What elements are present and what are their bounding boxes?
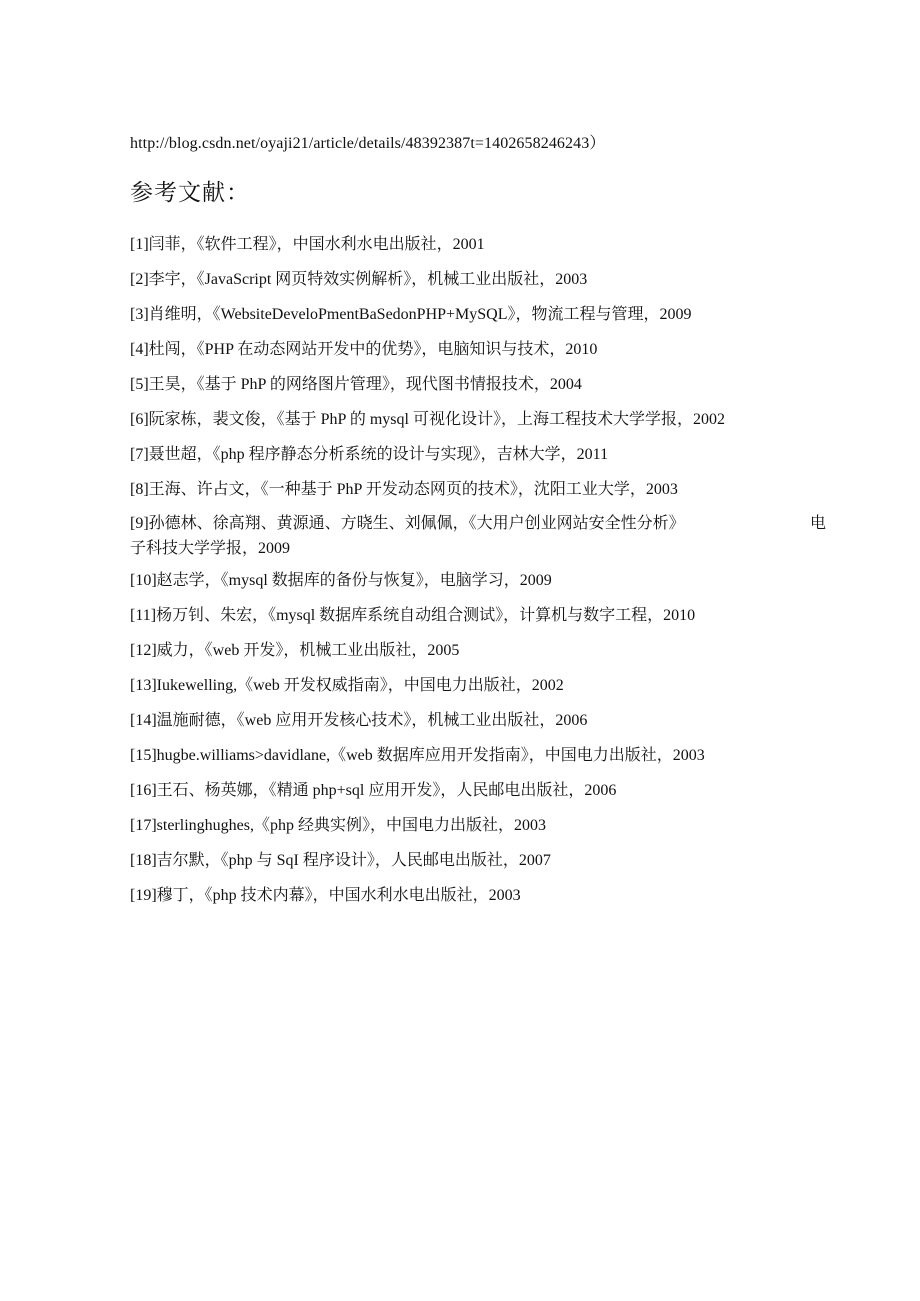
reference-item: [17]sterlinghughes,《php 经典实例》，中国电力出版社，2003: [130, 817, 546, 834]
reference-item: [16]王石、杨英娜，《精通 php+sql 应用开发》，人民邮电出版社，2006: [130, 782, 617, 799]
reference-right-fragment: 电: [809, 515, 826, 532]
reference-item: [1]闫菲，《软件工程》，中国水利水电出版社，2001: [130, 236, 485, 253]
reference-item: [2]李宇，《JavaScript 网页特效实例解析》，机械工业出版社，2003: [130, 271, 588, 288]
reference-first-line: [130, 511, 826, 536]
reference-item: [18]吉尔默，《php 与 SqI 程序设计》，人民邮电出版社，2007: [130, 852, 551, 869]
reference-item: [8]王海、许占文，《一种基于 PhP 开发动态网页的技术》，沈阳工业大学，2003: [130, 481, 678, 498]
reference-item: [13]Iukewelling,《web 开发权威指南》，中国电力出版社，2002: [130, 677, 564, 694]
reference-item: [15]hugbe.williams>davidlane,《web 数据库应用开发指南》，中国电力出版社，2003: [130, 747, 705, 764]
reference-item: [11]杨万钊、朱宏，《mysql 数据库系统自动组合测试》，计算机与数字工程，2010: [130, 607, 696, 624]
references-list: [130, 235, 826, 921]
reference-item: [19]穆丁，《php 技术内幕》，中国水利水电出版社，2003: [130, 887, 521, 904]
reference-item: [7]聂世超，《php 程序静态分析系统的设计与实现》，吉林大学，2011: [130, 446, 609, 463]
reference-item: [3]肖维明，《WebsiteDeveloPmentBaSedonPHP+MySQL》，物流工程与管理，2009: [130, 306, 692, 323]
references-heading: 参考文献：: [130, 180, 250, 205]
reference-continuation: 子科技大学学报，2009: [130, 540, 291, 557]
reference-item: [10]赵志学，《mysql 数据库的备份与恢复》，电脑学习，2009: [130, 572, 552, 589]
reference-item: [6]阮家栋，裴文俊，《基于 PhP 的 mysql 可视化设计》，上海工程技术大学学报，2002: [130, 411, 725, 428]
source-url-text: http://blog.csdn.net/oyaji21/article/details/48392387t=1402658246243）: [130, 135, 606, 152]
reference-item: [14]温施耐德，《web 应用开发核心技术》，机械工业出版社，2006: [130, 712, 588, 729]
reference-item: [12]威力，《web 开发》，机械工业出版社，2005: [130, 642, 460, 659]
reference-item: [5]王昊，《基于 PhP 的网络图片管理》，现代图书情报技术，2004: [130, 376, 582, 393]
reference-item: [130, 511, 826, 561]
reference-item: [4]杜闯，《PHP 在动态网站开发中的优势》，电脑知识与技术，2010: [130, 341, 598, 358]
reference-text: [9]孙德林、徐高翔、黄源通、方晓生、刘佩佩，《大用户创业网站安全性分析》: [130, 515, 685, 532]
